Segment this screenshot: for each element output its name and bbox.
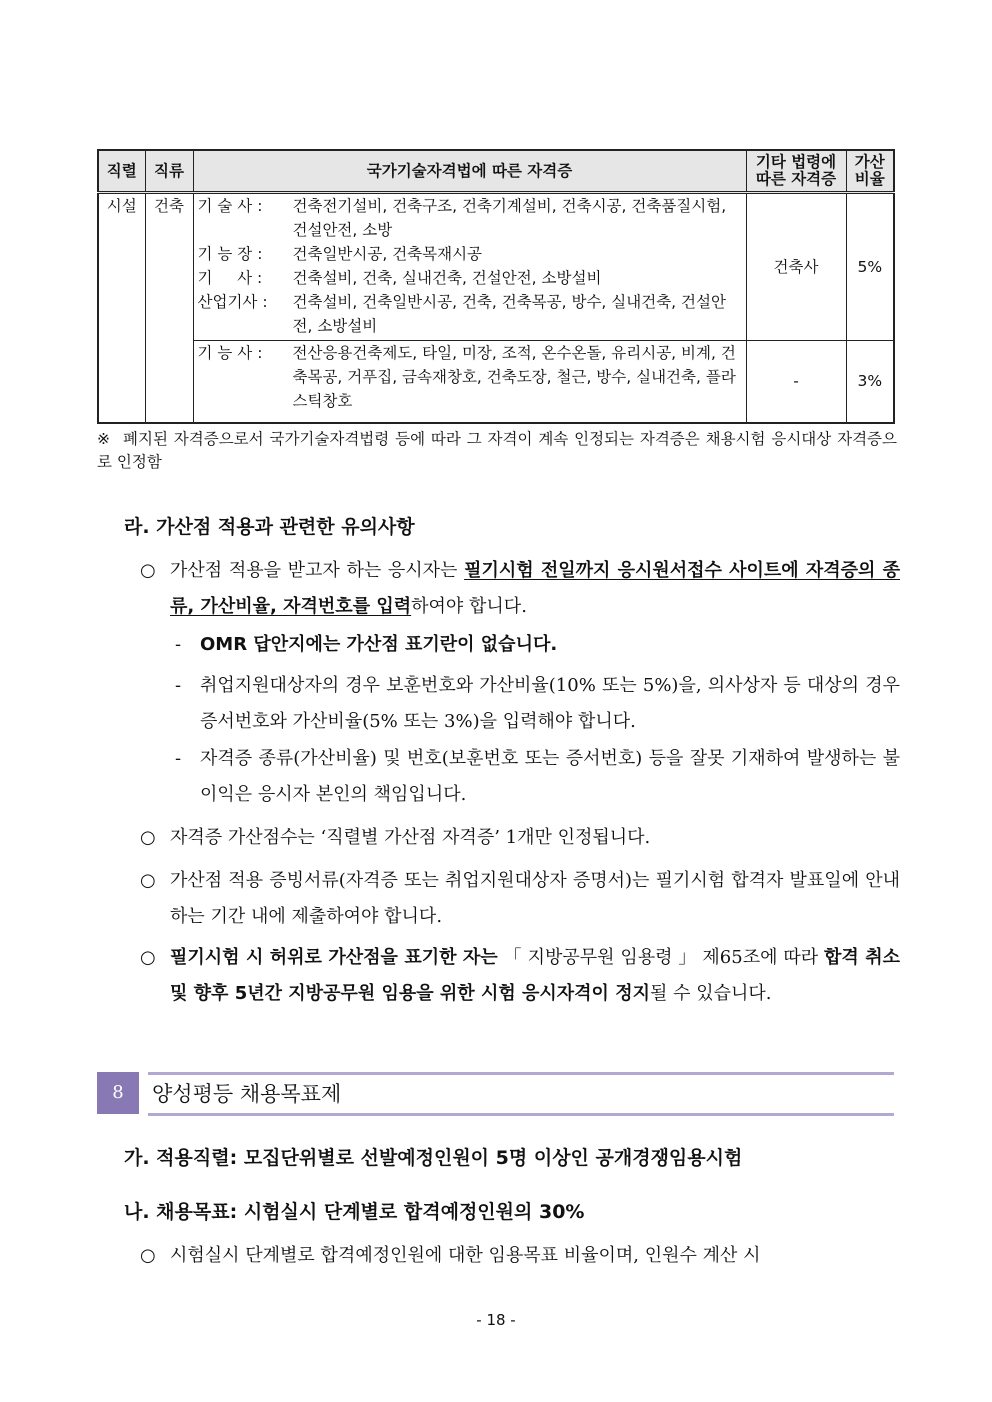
bullet-circle: ○ [140, 870, 156, 891]
header-ratio: 가산 비율 [846, 150, 894, 193]
cert-items: 전산응용건축제도, 타일, 미장, 조적, 온수온돌, 유리시공, 비계, 건축목공, 거푸집, 금속재창호, 건축도장, 철근, 방수, 실내건축, 플라스틱창호 [292, 344, 736, 410]
cert-label: 기 능 사 : [197, 344, 263, 362]
cell-class: 건축 [145, 193, 193, 423]
dash-omr-text: OMR 답안지에는 가산점 표기란이 없습니다. [200, 634, 558, 655]
paragraph-input-notice [140, 553, 900, 625]
cell-ratio-group1: 5% [846, 193, 894, 341]
cert-row [198, 290, 742, 338]
cert-items: 건축설비, 건축일반시공, 건축, 건축목공, 방수, 실내건축, 건설안전, 소방설비 [292, 293, 726, 335]
table-header-row [98, 150, 894, 193]
p1-post: 하여야 합니다. [411, 596, 527, 617]
cert-items: 건축전기설비, 건축구조, 건축기계설비, 건축시공, 건축품질시험, 건설안전, 소방 [292, 197, 727, 239]
cert-items: 건축일반시공, 건축목재시공 [292, 245, 483, 263]
p1-bold: 필기시험 전일까지 응시원서접수 사이트에 자격증의 종류, 가산비율, 자격번호를 입력 [170, 560, 900, 617]
dash-mark: - [175, 634, 182, 655]
cert-label: 기 사 : [197, 269, 263, 287]
bullet-circle: ○ [140, 827, 156, 848]
section-title-bar: 양성평등 채용목표제 [148, 1072, 894, 1116]
page-number: - 18 - [476, 1311, 516, 1329]
dash-item-omr [175, 627, 900, 663]
cell-other-cert-group1: 건축사 [746, 193, 846, 341]
p2-text: 자격증 가산점수는 ‘직렬별 가산점 자격증’ 1개만 인정됩니다. [170, 827, 651, 848]
dash-mark: - [175, 675, 182, 696]
p3-text: 가산점 적용 증빙서류(자격증 또는 취업지원대상자 증명서)는 필기시험 합격자 발표일에 안내하는 기간 내에 제출하여야 합니다. [170, 870, 900, 927]
note-text: 폐지된 자격증으로서 국가기술자격법령 등에 따라 그 자격이 계속 인정되는 자격증은 채용시험 응시대상 자격증으로 인정함 [97, 430, 897, 471]
dash-item-veteran [175, 668, 900, 740]
cert-row [198, 341, 742, 413]
note-mark: ※ [97, 430, 110, 448]
cell-certs-group1 [193, 193, 746, 341]
paragraph-documents [140, 863, 900, 935]
cell-other-cert-group2: - [746, 341, 846, 423]
dash-item-responsibility [175, 741, 900, 813]
paragraph-one-cert [140, 820, 900, 856]
cell-certs-group2 [193, 341, 746, 423]
dash-veteran-text: 취업지원대상자의 경우 보훈번호와 가산비율(10% 또는 5%)을, 의사상자 등 대상의 경우 증서번호와 가산비율(5% 또는 3%)을 입력해야 합니다. [200, 675, 900, 732]
table-row [98, 341, 894, 423]
cert-items: 건축설비, 건축, 실내건축, 건설안전, 소방설비 [292, 269, 602, 287]
header-national-cert: 국가기술자격법에 따른 자격증 [193, 150, 746, 193]
header-other-cert: 기타 법령에 따른 자격증 [746, 150, 846, 193]
section8-na-heading: 나. 채용목표: 시험실시 단계별로 합격예정인원의 30% [124, 1201, 585, 1223]
p1-pre: 가산점 적용을 받고자 하는 응시자는 [170, 560, 465, 581]
bullet-circle: ○ [140, 560, 156, 581]
paragraph-false-marking [140, 940, 900, 1012]
p4-mid: 「 지방공무원 임용령 」 제65조에 따라 [503, 947, 825, 968]
cert-label: 산업기사 : [197, 293, 268, 311]
s8-p1-text: 시험실시 단계별로 합격예정인원에 대한 임용목표 비율이며, 인원수 계산 시 [170, 1245, 761, 1266]
section-number-box: 8 [97, 1072, 139, 1114]
p4-bold2: 합격 취소 및 향후 5년간 지방공무원 임용을 위한 시험 응시자격이 정지 [170, 947, 900, 1004]
bullet-circle: ○ [140, 947, 156, 968]
header-series: 직렬 [98, 150, 145, 193]
cert-row [198, 194, 742, 242]
bullet-circle: ○ [140, 1245, 156, 1266]
cert-label: 기 술 사 : [197, 197, 263, 215]
dash-responsibility-text: 자격증 종류(가산비율) 및 번호(보훈번호 또는 증서번호) 등을 잘못 기재하여 발생하는 불이익은 응시자 본인의 책임입니다. [200, 748, 900, 805]
dash-mark: - [175, 748, 182, 769]
table-row [98, 193, 894, 341]
qualification-table [97, 149, 895, 424]
section8-ga-heading: 가. 적용직렬: 모집단위별로 선발예정인원이 5명 이상인 공개경쟁임용시험 [124, 1147, 743, 1169]
cell-series: 시설 [98, 193, 145, 423]
cert-row [198, 266, 742, 290]
p4-bold1: 필기시험 시 허위로 가산점을 표기한 자는 [170, 947, 498, 968]
cell-ratio-group2: 3% [846, 341, 894, 423]
table-footnote [97, 428, 897, 474]
cert-label: 기 능 장 : [197, 245, 263, 263]
section-ra-heading: 라. 가산점 적용과 관련한 유의사항 [124, 516, 415, 538]
cert-row [198, 242, 742, 266]
header-class: 직류 [145, 150, 193, 193]
paragraph-target-ratio [140, 1238, 900, 1274]
p4-post: 될 수 있습니다. [649, 983, 772, 1004]
